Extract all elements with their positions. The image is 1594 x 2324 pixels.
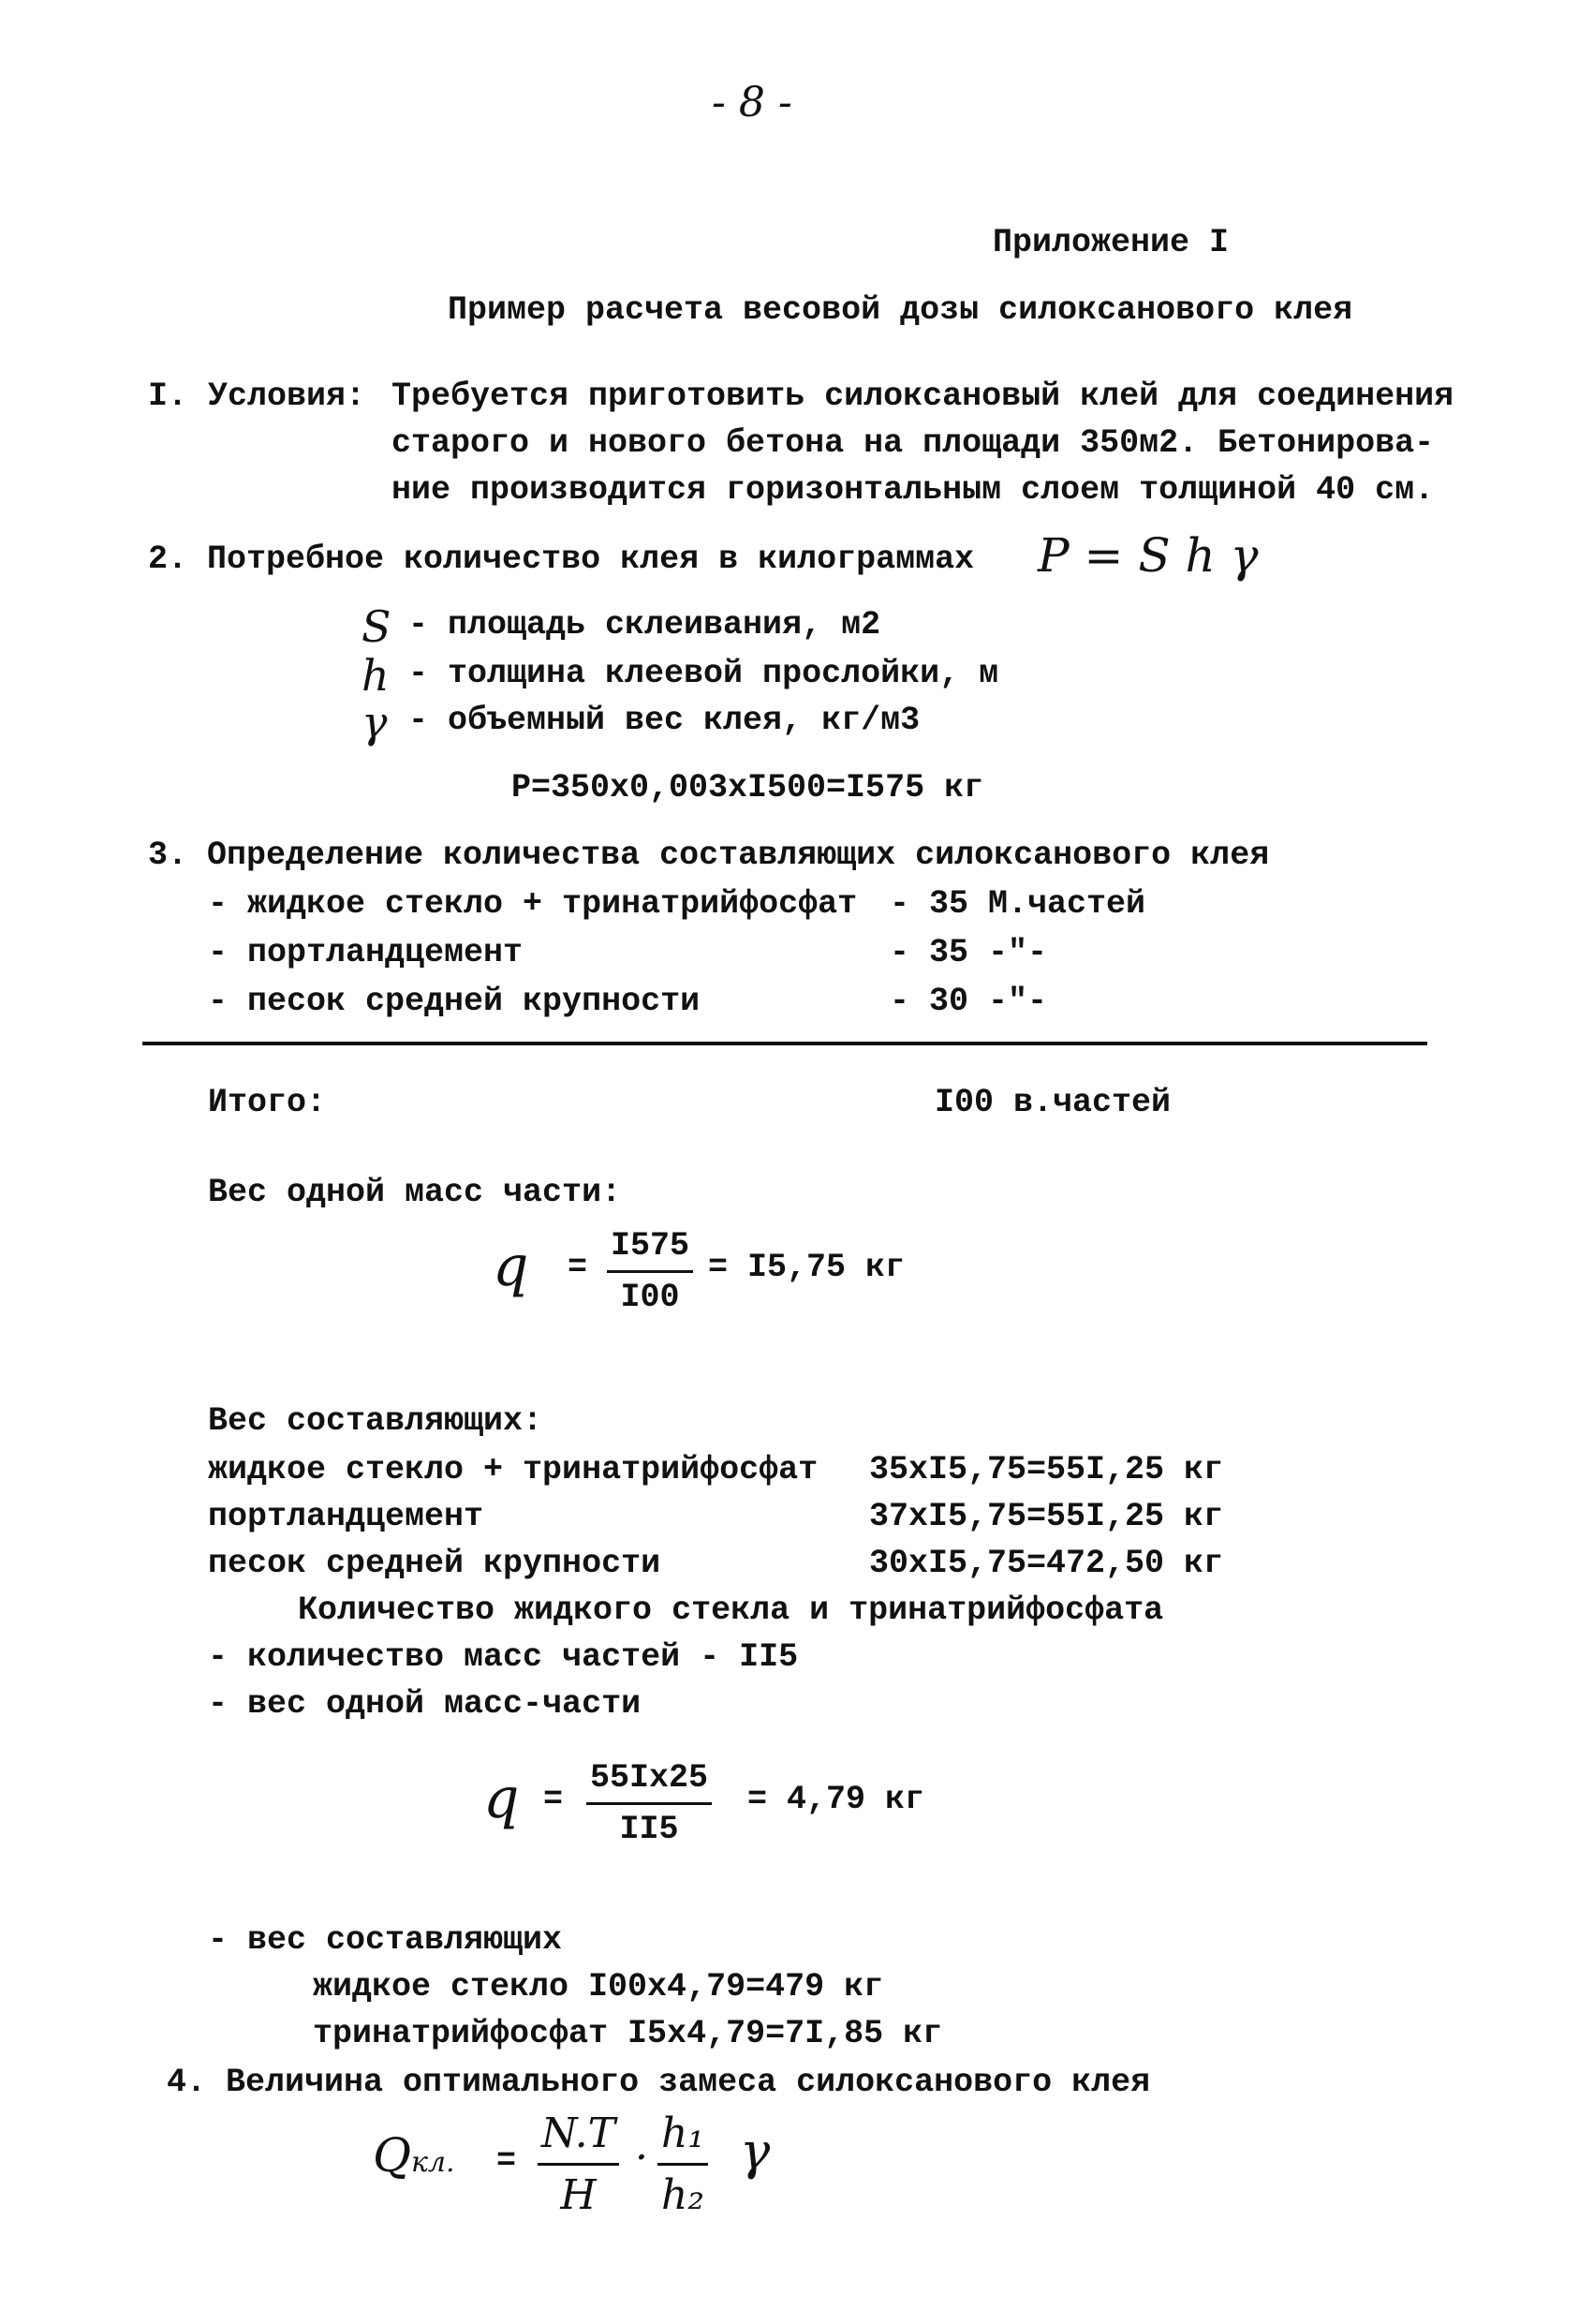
s3-text: 3. Определение количества составляющих силоксанового клея — [148, 836, 1270, 874]
f2-equals: = — [543, 1781, 564, 1818]
component-name-1: жидкое стекло + тринатрийфосфат — [208, 1451, 819, 1488]
glass-weight: - вес одной масс-части — [208, 1685, 642, 1723]
unit-weight-label: Вес одной масс части: — [208, 1174, 622, 1211]
s4-q-subscript: кл. — [411, 2146, 455, 2179]
s1-line-2: старого и нового бетона на площади 350м2. Бетонирова- — [391, 424, 1435, 462]
s3-item-name-2: - портландцемент — [208, 934, 524, 971]
f2-lhs: q — [483, 1766, 520, 1831]
s3-item-value-2: - 35 -"- — [890, 934, 1048, 971]
total-divider — [142, 1042, 1427, 1045]
f1-denominator: I00 — [620, 1279, 680, 1316]
component-calc-2: 37xI5,75=55I,25 кг — [869, 1498, 1224, 1535]
total-label: Итого: — [208, 1084, 327, 1121]
s4-fraction-2 — [657, 2109, 708, 2219]
page-title: Пример расчета весовой дозы силоксанового клея — [448, 291, 1353, 329]
s2-def-sym-gamma: γ — [362, 697, 388, 748]
weights-label: - вес составляющих — [208, 1921, 563, 1959]
s4-formula-lhs — [373, 2128, 455, 2183]
s4-q-symbol: Q — [373, 2128, 411, 2183]
f2-numerator: 55Ix25 — [586, 1759, 712, 1805]
s3-item-name-3: - песок средней крупности — [208, 983, 701, 1020]
s2-def-text-gamma: - объемный вес клея, кг/м3 — [408, 702, 921, 739]
f1-lhs: q — [493, 1234, 529, 1299]
component-calc-3: 30xI5,75=472,50 кг — [869, 1545, 1224, 1582]
weight-line-1: жидкое стекло I00x4,79=479 кг — [313, 1968, 884, 2006]
weight-line-2: тринатрийфосфат I5x4,79=7I,85 кг — [313, 2015, 943, 2052]
s1-number: I. — [148, 377, 188, 415]
f2-result: = 4,79 кг — [747, 1781, 925, 1818]
s3-item-value-1: - 35 М.частей — [890, 885, 1146, 923]
s2-def-sym-S: S — [362, 601, 391, 652]
s4-fraction-2-den: h₂ — [661, 2171, 704, 2219]
s2-formula: P = S h γ — [1038, 528, 1259, 583]
f2-denominator: II5 — [619, 1811, 679, 1848]
components-label: Вес составляющих: — [208, 1402, 543, 1440]
s4-equals: = — [496, 2142, 517, 2180]
component-calc-1: 35xI5,75=55I,25 кг — [869, 1451, 1224, 1488]
f2-fraction — [586, 1759, 712, 1848]
glass-parts: - количество масс частей - II5 — [208, 1638, 799, 1676]
s2-text: 2. Потребное количество клея в килограммах — [148, 540, 975, 578]
s3-item-name-1: - жидкое стекло + тринатрийфосфат — [208, 885, 858, 923]
f1-numerator: I575 — [607, 1227, 693, 1273]
s2-def-text-S: - площадь склеивания, м2 — [408, 606, 881, 644]
s2-def-sym-h: h — [362, 650, 390, 701]
appendix-label: Приложение I — [993, 224, 1230, 261]
page-number: - 8 - — [712, 79, 792, 126]
s1-line-3: ние производится горизонтальным слоем толщиной 40 см. — [391, 471, 1435, 509]
f1-equals: = — [568, 1249, 588, 1286]
component-name-3: песок средней крупности — [208, 1545, 661, 1582]
s4-dot: · — [635, 2134, 648, 2182]
s4-gamma: γ — [740, 2122, 771, 2181]
s4-fraction-1-num: N.T — [538, 2109, 619, 2166]
s2-calc: P=350x0,003xI500=I575 кг — [511, 769, 984, 807]
glass-heading: Количество жидкого стекла и тринатрийфосфата — [298, 1591, 1164, 1629]
total-value: I00 в.частей — [935, 1084, 1172, 1121]
s1-line-1: Требуется приготовить силоксановый клей для соединения — [391, 377, 1454, 415]
s4-fraction-1 — [538, 2109, 619, 2219]
f1-result: = I5,75 кг — [708, 1249, 906, 1286]
s4-fraction-2-num: h₁ — [657, 2109, 708, 2166]
f1-fraction — [607, 1227, 693, 1316]
component-name-2: портландцемент — [208, 1498, 484, 1535]
s4-text: 4. Величина оптимального замеса силоксанового клея — [167, 2064, 1151, 2101]
s3-item-value-3: - 30 -"- — [890, 983, 1048, 1020]
s1-label: Условия: — [208, 377, 366, 415]
s4-fraction-1-den: H — [560, 2171, 597, 2219]
s2-def-text-h: - толщина клеевой прослойки, м — [408, 655, 999, 692]
